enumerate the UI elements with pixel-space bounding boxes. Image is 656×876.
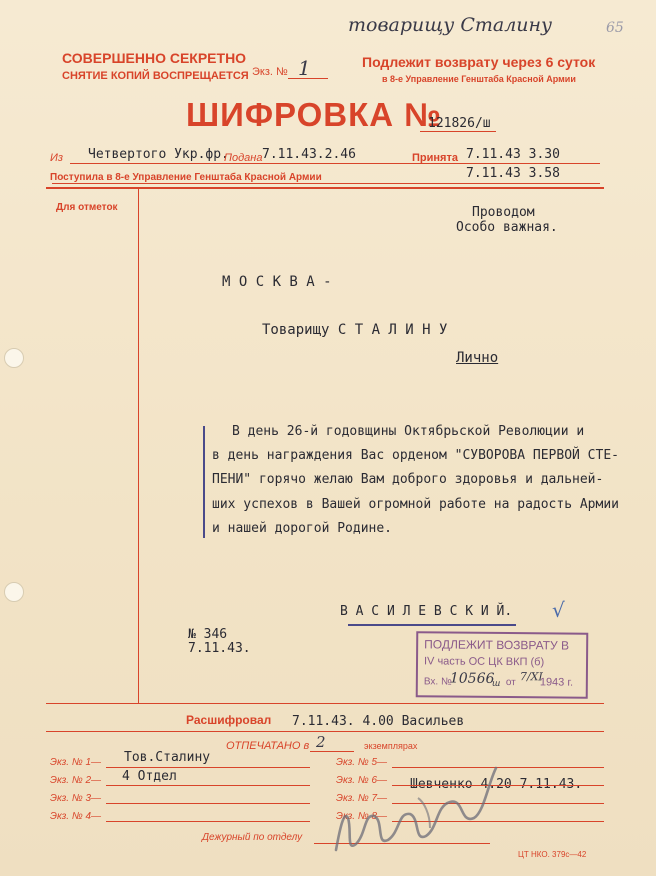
duty-officer-label: Дежурный по отделу (202, 832, 303, 843)
signature-pencil-underline (348, 624, 516, 626)
stamp-line-2: IV часть ОС ЦК ВКП (б) (423, 655, 545, 669)
arrived-value: 7.11.43 3.58 (466, 166, 560, 181)
printed-count-underline (310, 751, 354, 752)
print-code: ЦТ НКО. 379с—42 (518, 850, 587, 859)
no-copies-label: СНЯТИЕ КОПИЙ ВОСПРЕЩАЕТСЯ (62, 70, 249, 82)
message-line-1: В день 26-й годовщины Октябрьской Революции и (232, 424, 585, 439)
punch-hole (4, 348, 24, 368)
document-number-underline (420, 131, 496, 132)
copy-6-value: Шевченко 4.20 7.11.43. (410, 777, 583, 792)
stamp-from-label: от (505, 677, 516, 689)
pencil-signature-icon (326, 758, 506, 862)
top-secret-label: СОВЕРШЕННО СЕКРЕТНО (62, 50, 247, 66)
return-notice: Подлежит возврату через 6 суток (362, 54, 596, 70)
stamp-line-1: ПОДЛЕЖИТ ВОЗВРАТУ В (424, 637, 570, 653)
copy-7-label: Экз. № 7— (336, 793, 388, 804)
copy-4-underline (106, 821, 310, 822)
arrived-underline (52, 183, 600, 184)
sent-label: Подана (224, 152, 263, 164)
reference-date: 7.11.43. (188, 641, 251, 656)
copy-number: 1 (298, 56, 311, 80)
copy-5-label: Экз. № 5— (336, 757, 388, 768)
stamp-date: 7/XI (519, 670, 543, 684)
stamp-incoming-number: 10566 (449, 670, 495, 687)
from-underline (70, 163, 600, 164)
decrypted-value: 7.11.43. 4.00 Васильев (292, 714, 465, 729)
copy-1-value: Тов.Сталину (124, 750, 211, 765)
copy-6-label: Экз. № 6— (336, 775, 388, 786)
return-department: в 8-е Управление Генштаба Красной Армии (382, 74, 576, 84)
margin-divider (138, 189, 139, 703)
copy-1-underline (106, 767, 310, 768)
from-label: Из (50, 152, 63, 164)
stamp-incoming-suffix: ш (491, 678, 501, 689)
message-line-5: и нашей дорогой Родине. (212, 521, 393, 536)
copy-4-label: Экз. № 4— (50, 811, 102, 822)
check-mark-icon: √ (552, 598, 565, 622)
copy-2-label: Экз. № 2— (50, 775, 102, 786)
message-line-3: ПЕНИ" горячо желаю Вам доброго здоровья и дальней- (212, 472, 604, 487)
copy-1-label: Экз. № 1— (50, 757, 102, 768)
received-value: 7.11.43 3.30 (466, 147, 560, 162)
city: М О С К В А - (222, 274, 332, 290)
margin-pencil-mark (203, 426, 205, 538)
copy-2-underline (106, 785, 310, 786)
header-divider (46, 187, 604, 189)
stamp-year: 1943 г. (539, 676, 574, 689)
copy-8-label: Экз. № 8— (336, 811, 388, 822)
punch-hole (4, 582, 24, 602)
return-stamp (416, 631, 589, 698)
received-label: Принята (412, 152, 458, 164)
footer-divider (46, 703, 604, 704)
message-line-4: ших успехов в Вашей огромной работе на радость Армии (212, 497, 619, 512)
sent-value: 7.11.43.2.46 (262, 147, 356, 162)
copy-3-label: Экз. № 3— (50, 793, 102, 804)
stamp-line-3-label: Вх. № (423, 676, 452, 688)
from-value: Четвертого Укр.фр. (88, 147, 229, 162)
decrypted-underline (46, 731, 604, 732)
reference-number: № 346 (188, 627, 228, 642)
document-title: ШИФРОВКА № (186, 96, 443, 133)
signature: В А С И Л Е В С К И Й. (340, 604, 513, 619)
copy-number-underline (288, 78, 328, 79)
addressee: Товарищу С Т А Л И Н У (262, 322, 448, 338)
printed-label: ОТПЕЧАТАНО в (226, 740, 310, 752)
personal-mark: Лично (456, 350, 499, 366)
copy-number-label: Экз. № (252, 66, 288, 78)
copy-3-underline (106, 803, 310, 804)
page-number: 65 (606, 20, 624, 36)
printed-count: 2 (316, 733, 326, 751)
decrypted-label: Расшифровал (186, 713, 272, 727)
message-line-2: в день награждения Вас орденом "СУВОРОВА ПЕРВОЙ СТЕ- (212, 448, 619, 463)
arrived-label: Поступила в 8-е Управление Генштаба Красной Армии (50, 172, 322, 183)
handwritten-addressee: товарищу Сталину (348, 14, 553, 36)
document-number: 121826/ш (428, 116, 491, 131)
printed-suffix: экземплярах (364, 741, 418, 751)
priority: Особо важная. (456, 220, 558, 235)
delivery-method: Проводом (472, 205, 535, 220)
copy-2-value: 4 Отдел (122, 769, 177, 784)
margin-label: Для отметок (56, 202, 118, 213)
